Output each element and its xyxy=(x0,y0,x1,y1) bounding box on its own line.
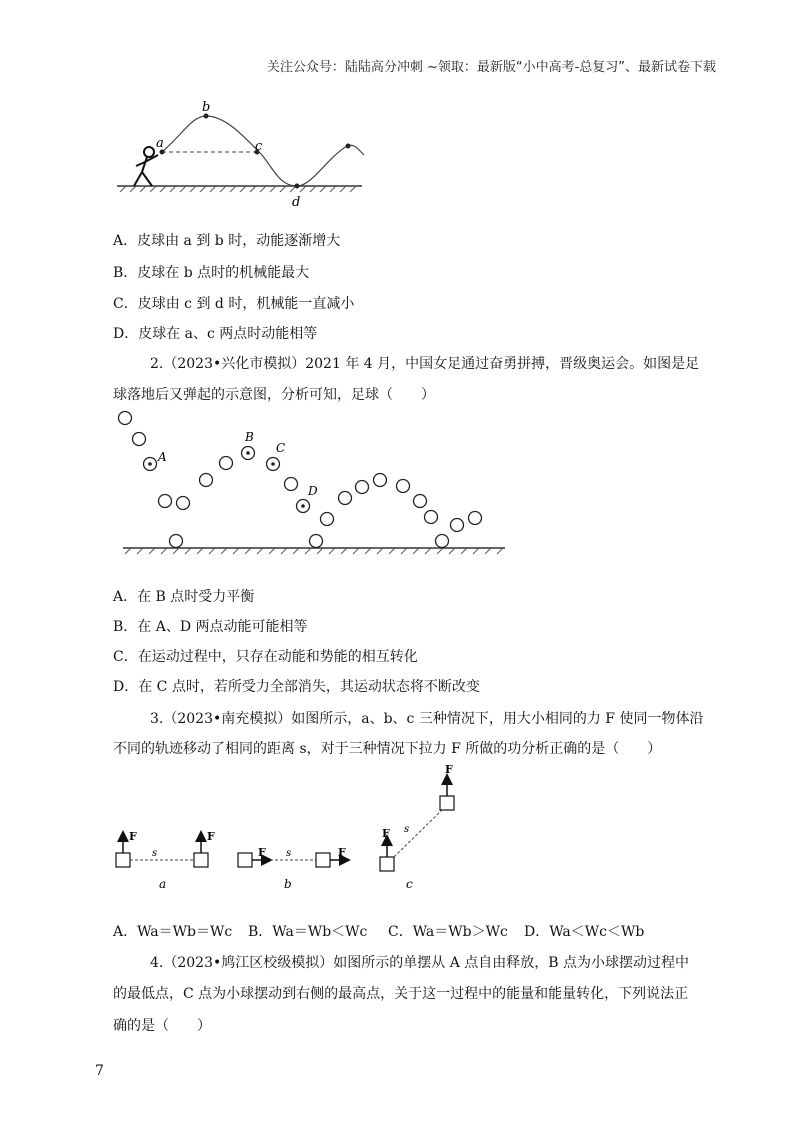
q3-option-d: D．Wa＜Wc＜Wb xyxy=(524,924,645,940)
point-c-label: c xyxy=(255,139,263,154)
q2-option-c: C．在运动过程中，只存在动能和势能的相互转化 xyxy=(113,649,418,665)
case-a-label: a xyxy=(159,877,167,891)
case-b-distance: s xyxy=(286,848,292,859)
page-header: 关注公众号：陆陆高分冲刺 ~领取：最新版“小中高考-总复习”、最新试卷下载 xyxy=(266,60,716,75)
q3-option-b: B．Wa＝Wb＜Wc xyxy=(248,924,368,940)
q2-stem-line1: 2.（2023•兴化市模拟）2021 年 4 月，中国女足通过奋勇拼搏，晋级奥运会。如图是足 xyxy=(150,356,700,372)
case-b-force-right: F xyxy=(338,846,346,859)
ball-label-c: C xyxy=(276,441,286,455)
q3-stem-line1: 3.（2023•南充模拟）如图所示，a、b、c 三种情况下，用大小相同的力 F 使同一物体沿 xyxy=(150,711,704,727)
point-a-label: a xyxy=(156,136,164,151)
case-b-label: b xyxy=(284,877,292,891)
q2-option-a: A．在 B 点时受力平衡 xyxy=(113,589,255,605)
case-c-force-top: F xyxy=(445,763,453,776)
ball-label-b: B xyxy=(245,430,254,444)
force-work-figure xyxy=(110,760,480,895)
case-c-distance: s xyxy=(404,824,410,835)
q3-stem-line2: 不同的轨迹移动了相同的距离 s，对于三种情况下拉力 F 所做的功分析正确的是（ ） xyxy=(113,741,662,757)
case-c-force-bottom: F xyxy=(382,827,390,840)
q1-option-b: B．皮球在 b 点时的机械能最大 xyxy=(113,265,310,281)
q2-option-d: D．在 C 点时，若所受力全部消失，其运动状态将不断改变 xyxy=(113,679,480,695)
q3-option-c: C．Wa＝Wb＞Wc xyxy=(388,924,508,940)
ball-trajectory-figure xyxy=(112,100,382,212)
case-c-label: c xyxy=(406,877,413,891)
q1-option-a: A．皮球由 a 到 b 时，动能逐渐增大 xyxy=(113,233,341,249)
q3-option-a: A．Wa＝Wb＝Wc xyxy=(113,924,233,940)
ball-label-d: D xyxy=(308,484,318,498)
case-a-force-left: F xyxy=(129,830,137,843)
case-a-force-right: F xyxy=(207,830,215,843)
point-b-label: b xyxy=(202,100,211,115)
q4-stem-line3: 确的是（ ） xyxy=(113,1018,211,1034)
q4-stem-line1: 4.（2023•鸠江区校级模拟）如图所示的单摆从 A 点自由释放，B 点为小球摆动过程中 xyxy=(150,955,689,971)
q1-option-d: D．皮球在 a、c 两点时动能相等 xyxy=(113,326,318,342)
football-bounce-figure xyxy=(115,405,510,555)
q2-stem-line2: 球落地后又弹起的示意图，分析可知，足球（ ） xyxy=(113,387,435,403)
ball-label-a: A xyxy=(158,450,167,464)
thrower-figure xyxy=(134,147,158,186)
q4-stem-line2: 的最低点，C 点为小球摆动到右侧的最高点，关于这一过程中的能量和能量转化，下列说法正 xyxy=(113,986,689,1002)
case-b-force-left: F xyxy=(258,846,266,859)
q2-option-b: B．在 A、D 两点动能可能相等 xyxy=(113,619,308,635)
q1-option-c: C．皮球由 c 到 d 时，机械能一直减小 xyxy=(113,296,355,312)
point-d-label: d xyxy=(292,195,301,210)
page-number: 7 xyxy=(95,1063,104,1079)
case-a-distance: s xyxy=(152,848,158,859)
